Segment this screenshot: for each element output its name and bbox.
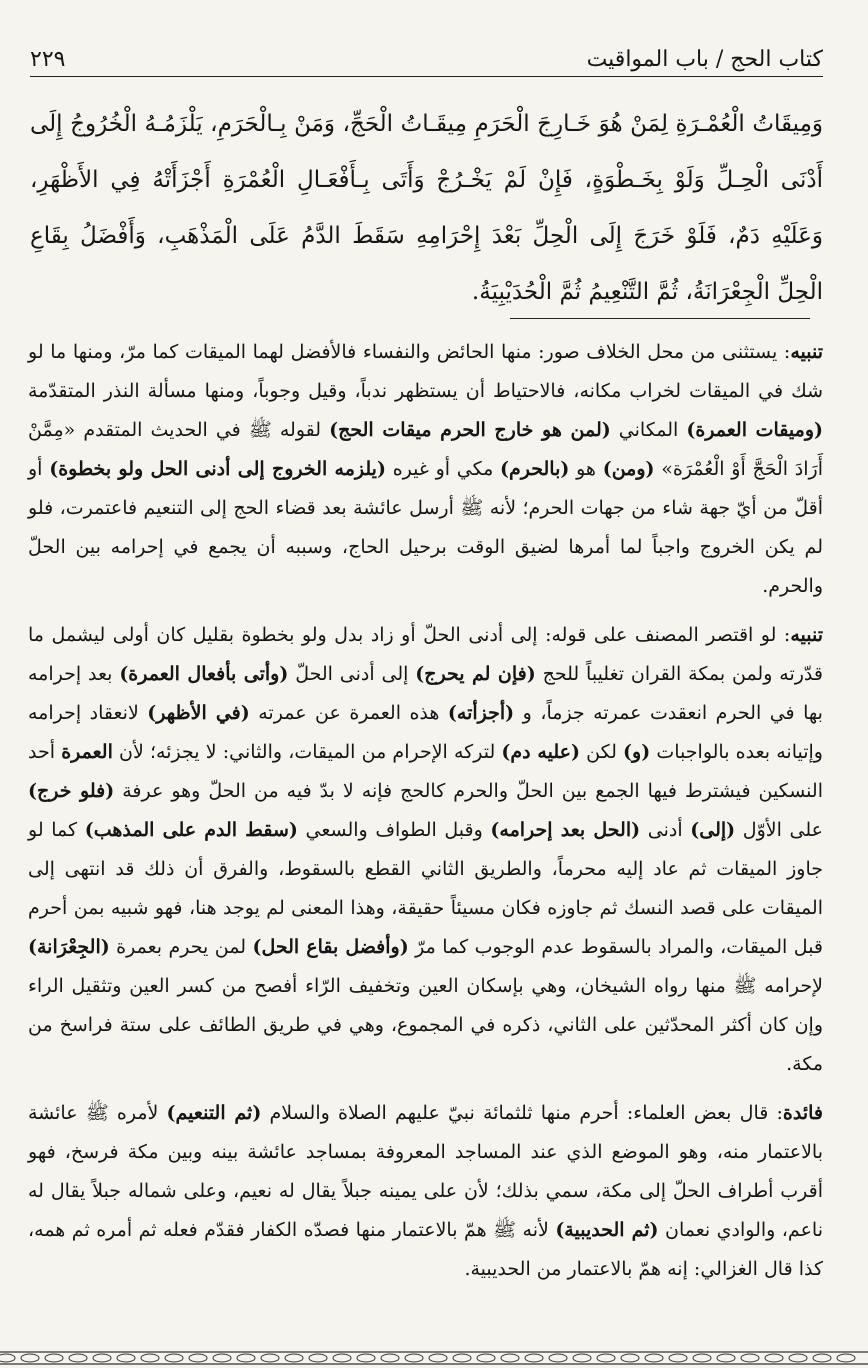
ornament-link <box>405 1354 423 1362</box>
bold-run: تنبيه <box>790 624 823 646</box>
text-run: لأمره ﷺ عائشة بالاعتمار منه، وهو الموضع الذي عند المساجد المعروفة بمساجد عائشة بينه وبين مكة فرسخ، فهو أقرب أطراف الحلّ إلى مكة، سمي بذلك؛ لأن على يمينه جبلاً يقال له نعيم، وعلى شماله جبلاً يقال له ناعم، والوادي نعمان <box>28 1102 823 1241</box>
text-run: : قال بعض العلماء: أحرم منها ثلثمائة نبيّ عليهم الصلاة والسلام <box>261 1102 783 1124</box>
ornament-link <box>93 1354 111 1362</box>
bold-run: (ومن) <box>602 458 655 480</box>
ornament-link <box>477 1354 495 1362</box>
bold-run: (ثم الحديبية) <box>555 1219 659 1241</box>
text-run: مكي أو غيره <box>385 458 501 480</box>
bold-run: (وأفضل بقاع الحل) <box>252 936 409 958</box>
bold-run: فائدة <box>782 1102 824 1124</box>
text-run: لإحرامه ﷺ منها رواه الشيخان، وهي بإسكان العين وتخفيف الرّاء أفصح من كسر العين وتثقيل الراء وإن كان أكثر المحدّثين على الثاني، ذكره في المجموع، وهي في طريق الطائف على ستة فراسخ من مكة. <box>28 975 823 1075</box>
ornament-link <box>141 1354 159 1362</box>
bold-run: (فإن لم يحرج) <box>415 663 536 685</box>
ornament-link <box>69 1354 87 1362</box>
bold-run: (إلى) <box>690 819 736 841</box>
bold-run: (سقط الدم على المذهب) <box>84 819 298 841</box>
bold-run: (لمن هو خارج الحرم ميقات الحج) <box>329 419 611 441</box>
text-run: لمن يحرم بعمرة <box>109 936 253 958</box>
ornament-link <box>837 1354 855 1362</box>
ornament-link <box>285 1354 303 1362</box>
text-run: أدنى <box>640 819 691 841</box>
ornament-link <box>765 1354 783 1362</box>
running-header <box>30 38 823 77</box>
bold-run: (وأتى بأفعال العمرة) <box>119 663 289 685</box>
text-run: أحد النسكين فيشترط فيها الجمع بين الحلّ والحرم كالحج فإنه لا بدّ فيه من الحلّ وهو عرفة <box>28 741 823 802</box>
ornament-link <box>453 1354 471 1362</box>
ornament-link <box>693 1354 711 1362</box>
text-run: لكن <box>579 741 624 763</box>
text-run: هو <box>569 458 603 480</box>
bold-run: (وميقات العمرة) <box>686 419 823 441</box>
ornament-link <box>189 1354 207 1362</box>
ornament-link <box>645 1354 663 1362</box>
text-run: أو أقلّ من أيّ جهة شاء من جهات الحرم؛ لأنه ﷺ أرسل عائشة بعد قضاء الحج إلى التنعيم فاعتمرت، فلو لم يكن الخروج واجباً لما أمرها لضيق الوقت برحيل الحاج، وسببه أن يجمع في إحرامه بين الحلّ والحرم. <box>28 458 823 597</box>
ornament-link <box>717 1354 735 1362</box>
text-run: : لو اقتصر المصنف على قوله: إلى أدنى الحلّ أو زاد بدل ولو بخطوة بقليل كان أولى ليشمل ما قدّرته ولمن بمكة القران تغليباً للحج <box>28 624 823 685</box>
footnote-separator <box>510 318 810 319</box>
bold-run: (يلزمه الخروج إلى أدنى الحل ولو بخطوة) <box>49 458 386 480</box>
bold-run: (بالحرم) <box>500 458 570 480</box>
commentary <box>28 333 823 1299</box>
ornament-link <box>45 1354 63 1362</box>
text-run: لقوله ﷺ في الحديث المتقدم «مِمَّنْ أَرَادَ الْحَجَّ أَوْ الْعُمْرَة» <box>28 419 824 480</box>
ornament-link <box>669 1354 687 1362</box>
text-run: لتركه الإحرام من الميقات، والثاني: لا يجزئه؛ لأن <box>112 741 502 763</box>
ornament-link <box>501 1354 519 1362</box>
bold-run: (فلو خرج) <box>28 780 115 802</box>
page-number: ٢٢٩ <box>30 47 66 72</box>
bold-run: (الحل بعد إحرامه) <box>490 819 641 841</box>
bold-run: تنبيه <box>790 341 823 363</box>
ornament-link <box>789 1354 807 1362</box>
text-run: لانعقاد إحرامه وإتيانه بعده بالواجبات <box>28 702 823 763</box>
ornament-link <box>213 1354 231 1362</box>
ornament-link <box>525 1354 543 1362</box>
ornament-link <box>261 1354 279 1362</box>
ornament-link <box>333 1354 351 1362</box>
text-run: وقبل الطواف والسعي <box>297 819 491 841</box>
text-run: : يستثنى من محل الخلاف صور: منها الحائض والنفساء فالأفضل لهما الميقات كما مرّ، ومنها ما لو شك في الميقات لخراب مكانه، فالاحتياط أن يستظهر ندباً، وقيل وجوباً، ومنها مسألة النذر المتقدّمة <box>28 341 823 402</box>
ornament-link <box>309 1354 327 1362</box>
text-run: كما لو جاوز الميقات ثم عاد إليه محرماً، والطريق الثاني القطع بالسقوط، والفرق أن ذلك قد انتهى إلى الميقات على قصد النسك ثم جاوزه فكان مسيئاً حقيقة، وهذا المعنى لم يوجد هنا، فهو شبيه بمن أحرم قبل الميقات، والمراد بالسقوط عدم الوجوب كما مرّ <box>28 819 824 958</box>
ornament-link <box>0 1354 15 1362</box>
ornament-link <box>117 1354 135 1362</box>
decorative-border <box>0 1350 868 1366</box>
ornament-link <box>381 1354 399 1362</box>
ornament-link <box>429 1354 447 1362</box>
note-paragraph <box>28 616 823 1084</box>
ornament-link <box>21 1354 39 1362</box>
ornament-link <box>357 1354 375 1362</box>
text-run: إلى أدنى الحلّ <box>288 663 416 685</box>
text-run: المكاني <box>610 419 687 441</box>
ornament-link <box>237 1354 255 1362</box>
ornament-link <box>573 1354 591 1362</box>
chapter-title: كتاب الحج / باب المواقيت <box>586 47 823 72</box>
ornament-link <box>813 1354 831 1362</box>
ornament-link <box>165 1354 183 1362</box>
text-run: بعد إحرامه بها في الحرم انعقدت عمرته جزماً، و <box>28 663 823 724</box>
bold-run: العمرة <box>61 741 113 763</box>
text-run: لأنه ﷺ همّ بالاعتمار منها فصدّه الكفار فقدّم فعله ثم أمره ثم همه، كذا قال الغزالي: إنه همّ بالاعتمار من الحديبية. <box>28 1219 823 1280</box>
bold-run: (في الأظهر) <box>147 702 250 724</box>
bold-run: (ثم التنعيم) <box>166 1102 262 1124</box>
text-run: هذه العمرة عن عمرته <box>249 702 448 724</box>
ornament-link <box>741 1354 759 1362</box>
bold-run: (الجِعْرَانة) <box>28 936 110 958</box>
ornament-link <box>549 1354 567 1362</box>
note-paragraph <box>28 1094 823 1289</box>
note-paragraph <box>28 333 823 606</box>
bold-run: (و) <box>623 741 651 763</box>
text-run: على الأوّل <box>735 819 823 841</box>
bold-run: (أجزأته) <box>447 702 515 724</box>
main-text: وَمِيقَاتُ الْعُمْـرَةِ لِمَنْ هُوَ خَـارِجَ الْحَرَمِ مِيقَـاتُ الْحَجِّ، وَمَنْ بِـالْحَرَمِ، يَلْزَمُـهُ الْخُرُوجُ إِلَى أَدْنَى الْحِـلِّ وَلَوْ بِخَـطْوَةٍ، فَإِنْ لَمْ يَخْـرُجْ وَأَتَى بِـأَفْعَـالِ الْعُمْرَةِ أَجْزَأَتْهُ فِي الأَظْهَرِ، وَعَلَيْهِ دَمٌ، فَلَوْ خَرَجَ إِلَى الْحِلِّ بَعْدَ إِحْرَامِهِ سَقَطَ الدَّمُ عَلَى الْمَذْهَبِ، وَأَفْضَلُ بِقَاعِ الْحِلِّ الْجِعْرَانَةُ، ثُمَّ التَّنْعِيمُ ثُمَّ الْحُدَيْبِيَةُ. <box>30 111 823 305</box>
ornament-link <box>621 1354 639 1362</box>
bold-run: (عليه دم) <box>501 741 580 763</box>
ornament-link <box>597 1354 615 1362</box>
